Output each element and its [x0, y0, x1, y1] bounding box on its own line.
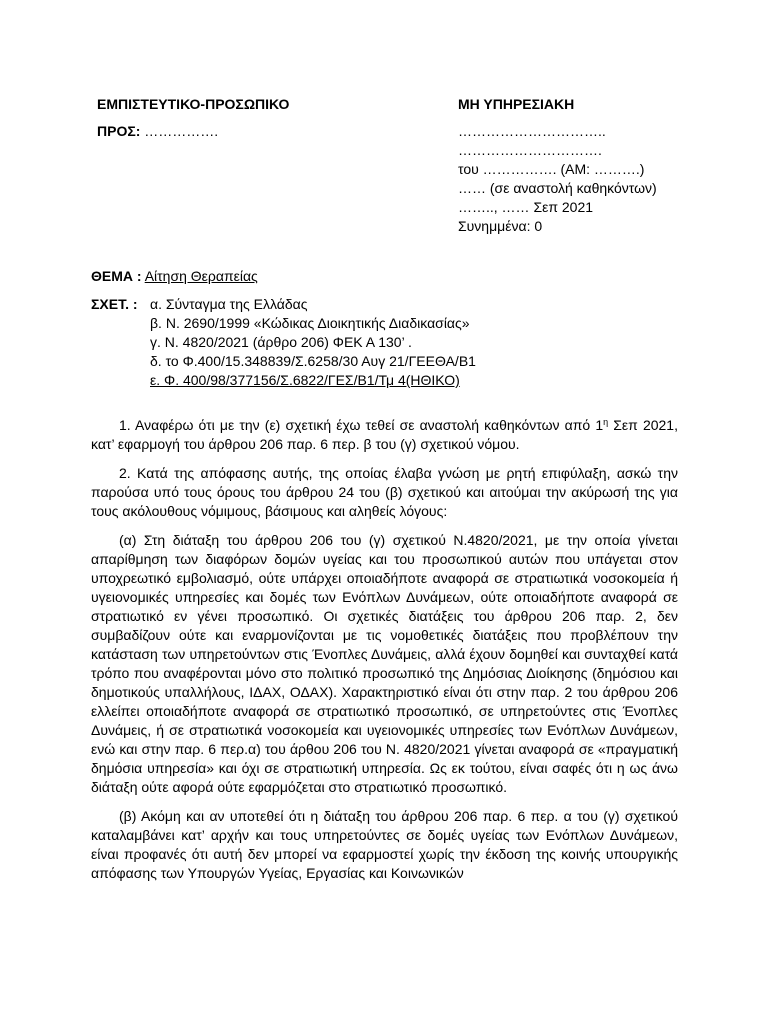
sender-line-1: …………………………..	[458, 123, 606, 139]
header-right	[458, 95, 718, 236]
subject-label: ΘΕΜΑ :	[91, 268, 142, 284]
paragraph-1-start: 1. Αναφέρω ότι με την (ε) σχετική έχω τεθεί σε αναστολή καθηκόντων από 1	[119, 417, 604, 433]
reference-item: γ. Ν. 4820/2021 (άρθρο 206) ΦΕΚ Α 130’ .	[150, 334, 412, 350]
subject-value: Αίτηση Θεραπείας	[144, 268, 258, 284]
recipient-label: ΠΡΟΣ:	[97, 123, 141, 139]
subject-line	[91, 267, 258, 286]
recipient-line	[97, 122, 397, 141]
paragraph-1-end: Σεπ 2021, κατ’ εφαρμογή του άρθρου 206 παρ. 6 περ. β του (γ) σχετικού νόμου.	[91, 417, 678, 452]
non-official-title: ΜΗ ΥΠΗΡΕΣΙΑΚΗ	[458, 96, 575, 112]
sender-line-3: του ……………. (ΑΜ: ……….)	[458, 161, 645, 177]
recipient-value: …………….	[140, 123, 219, 139]
document-body	[91, 416, 678, 893]
header-left	[97, 95, 397, 141]
references-label: ΣΧΕΤ. :	[91, 296, 138, 312]
attachments-count: Συνημμένα: 0	[458, 218, 543, 234]
sender-date: …….., …… Σεπ 2021	[458, 199, 594, 215]
paragraph-1	[91, 416, 678, 454]
reference-item: β. Ν. 2690/1999 «Κώδικας Διοικητικής Διαδικασίας»	[150, 315, 470, 331]
paragraph-3: (α) Στη διάταξη του άρθρου 206 του (γ) σχετικού Ν.4820/2021, με την οποία γίνεται απαρίθμηση των διαφόρων δομών υγείας και του προσωπικού αυτών που υπάγεται στον υποχρεωτικό εμβολιασμό, ούτε υπάρχει οποιαδήποτε αναφορά σε στρατιωτικά νοσοκομεία ή υγειονομικές υπηρεσίες και δομές των Ενόπλων Δυνάμεων, ούτε οποιαδήποτε αναφορά σε στρατιωτικό εν γένει προσωπικό. Οι σχετικές διατάξεις του άρθρου 206 παρ. 2, δεν συμβαδίζουν ούτε και εναρμονίζονται με τις νομοθετικές διατάξεις που προβλέπουν την κατάσταση των υπηρετούντων στις Ένοπλες Δυνάμεις, αλλά έχουν δομηθεί και συνταχθεί κατά τρόπο που αναφέρονται μόνο στο πολιτικό προσωπικό της Δημόσιας Διοίκησης (δημόσιου και δημοτικούς υπαλλήλους, ΙΔΑΧ, ΟΔΑΧ). Χαρακτηριστικό είναι ότι στην παρ. 2 του άρθρου 206 ελλείπει οποιαδήποτε αναφορά σε στρατιωτικό προσωπικό, σε υπηρετούντες στις Ένοπλες Δυνάμεις, ή σε στρατιωτικά νοσοκομεία και υγειονομικές υπηρεσίες των Ενόπλων Δυνάμεων, ενώ και στην παρ. 6 περ.α) του άρθου 206 του Ν. 4820/2021 γίνεται αναφορά σε «πραγματική δημόσια υπηρεσία» και όχι σε στρατιωτική υπηρεσία. Ως εκ τούτου, είναι σαφές ότι η ως άνω διάταξη ούτε αφορά ούτε εφαρμόζεται στο στρατιωτικό προσωπικό.	[91, 532, 678, 795]
paragraph-2: 2. Κατά της απόφασης αυτής, της οποίας έλαβα γνώση με ρητή επιφύλαξη, ασκώ την παρούσα υπό τους όρους του άρθρου 24 του (β) σχετικού και αιτούμαι την ακύρωσή της για τους ακόλουθους νόμιμους, βάσιμους και αληθείς λόγους:	[91, 465, 678, 519]
confidential-title: ΕΜΠΙΣΤΕΥΤΙΚΟ-ΠΡΟΣΩΠΙΚΟ	[97, 96, 290, 112]
reference-item: ε. Φ. 400/98/377156/Σ.6822/ΓΕΣ/Β1/Τμ 4(ΗΘΙΚΟ)	[150, 372, 460, 388]
sender-line-2: ………………………….	[458, 142, 602, 158]
sender-line-4: …… (σε αναστολή καθηκόντων)	[458, 180, 657, 196]
paragraph-4: (β) Ακόμη και αν υποτεθεί ότι η διάταξη του άρθρου 206 παρ. 6 περ. α του (γ) σχετικού καταλαμβάνει κατ’ αρχήν και τους υπηρετούντες σε δομές υγείας των Ενόπλων Δυνάμεων, είναι προφανές ότι αυτή δεν μπορεί να εφαρμοστεί χωρίς την έκδοση της κοινής υπουργικής απόφασης των Υπουργών Υγείας, Εργασίας και Κοινωνικών	[91, 808, 678, 881]
ordinal-superscript: η	[603, 417, 609, 427]
references-list	[150, 295, 476, 390]
reference-item: α. Σύνταγμα της Ελλάδας	[150, 296, 308, 312]
reference-item: δ. το Φ.400/15.348839/Σ.6258/30 Αυγ 21/ΓΕΕΘΑ/Β1	[150, 353, 476, 369]
